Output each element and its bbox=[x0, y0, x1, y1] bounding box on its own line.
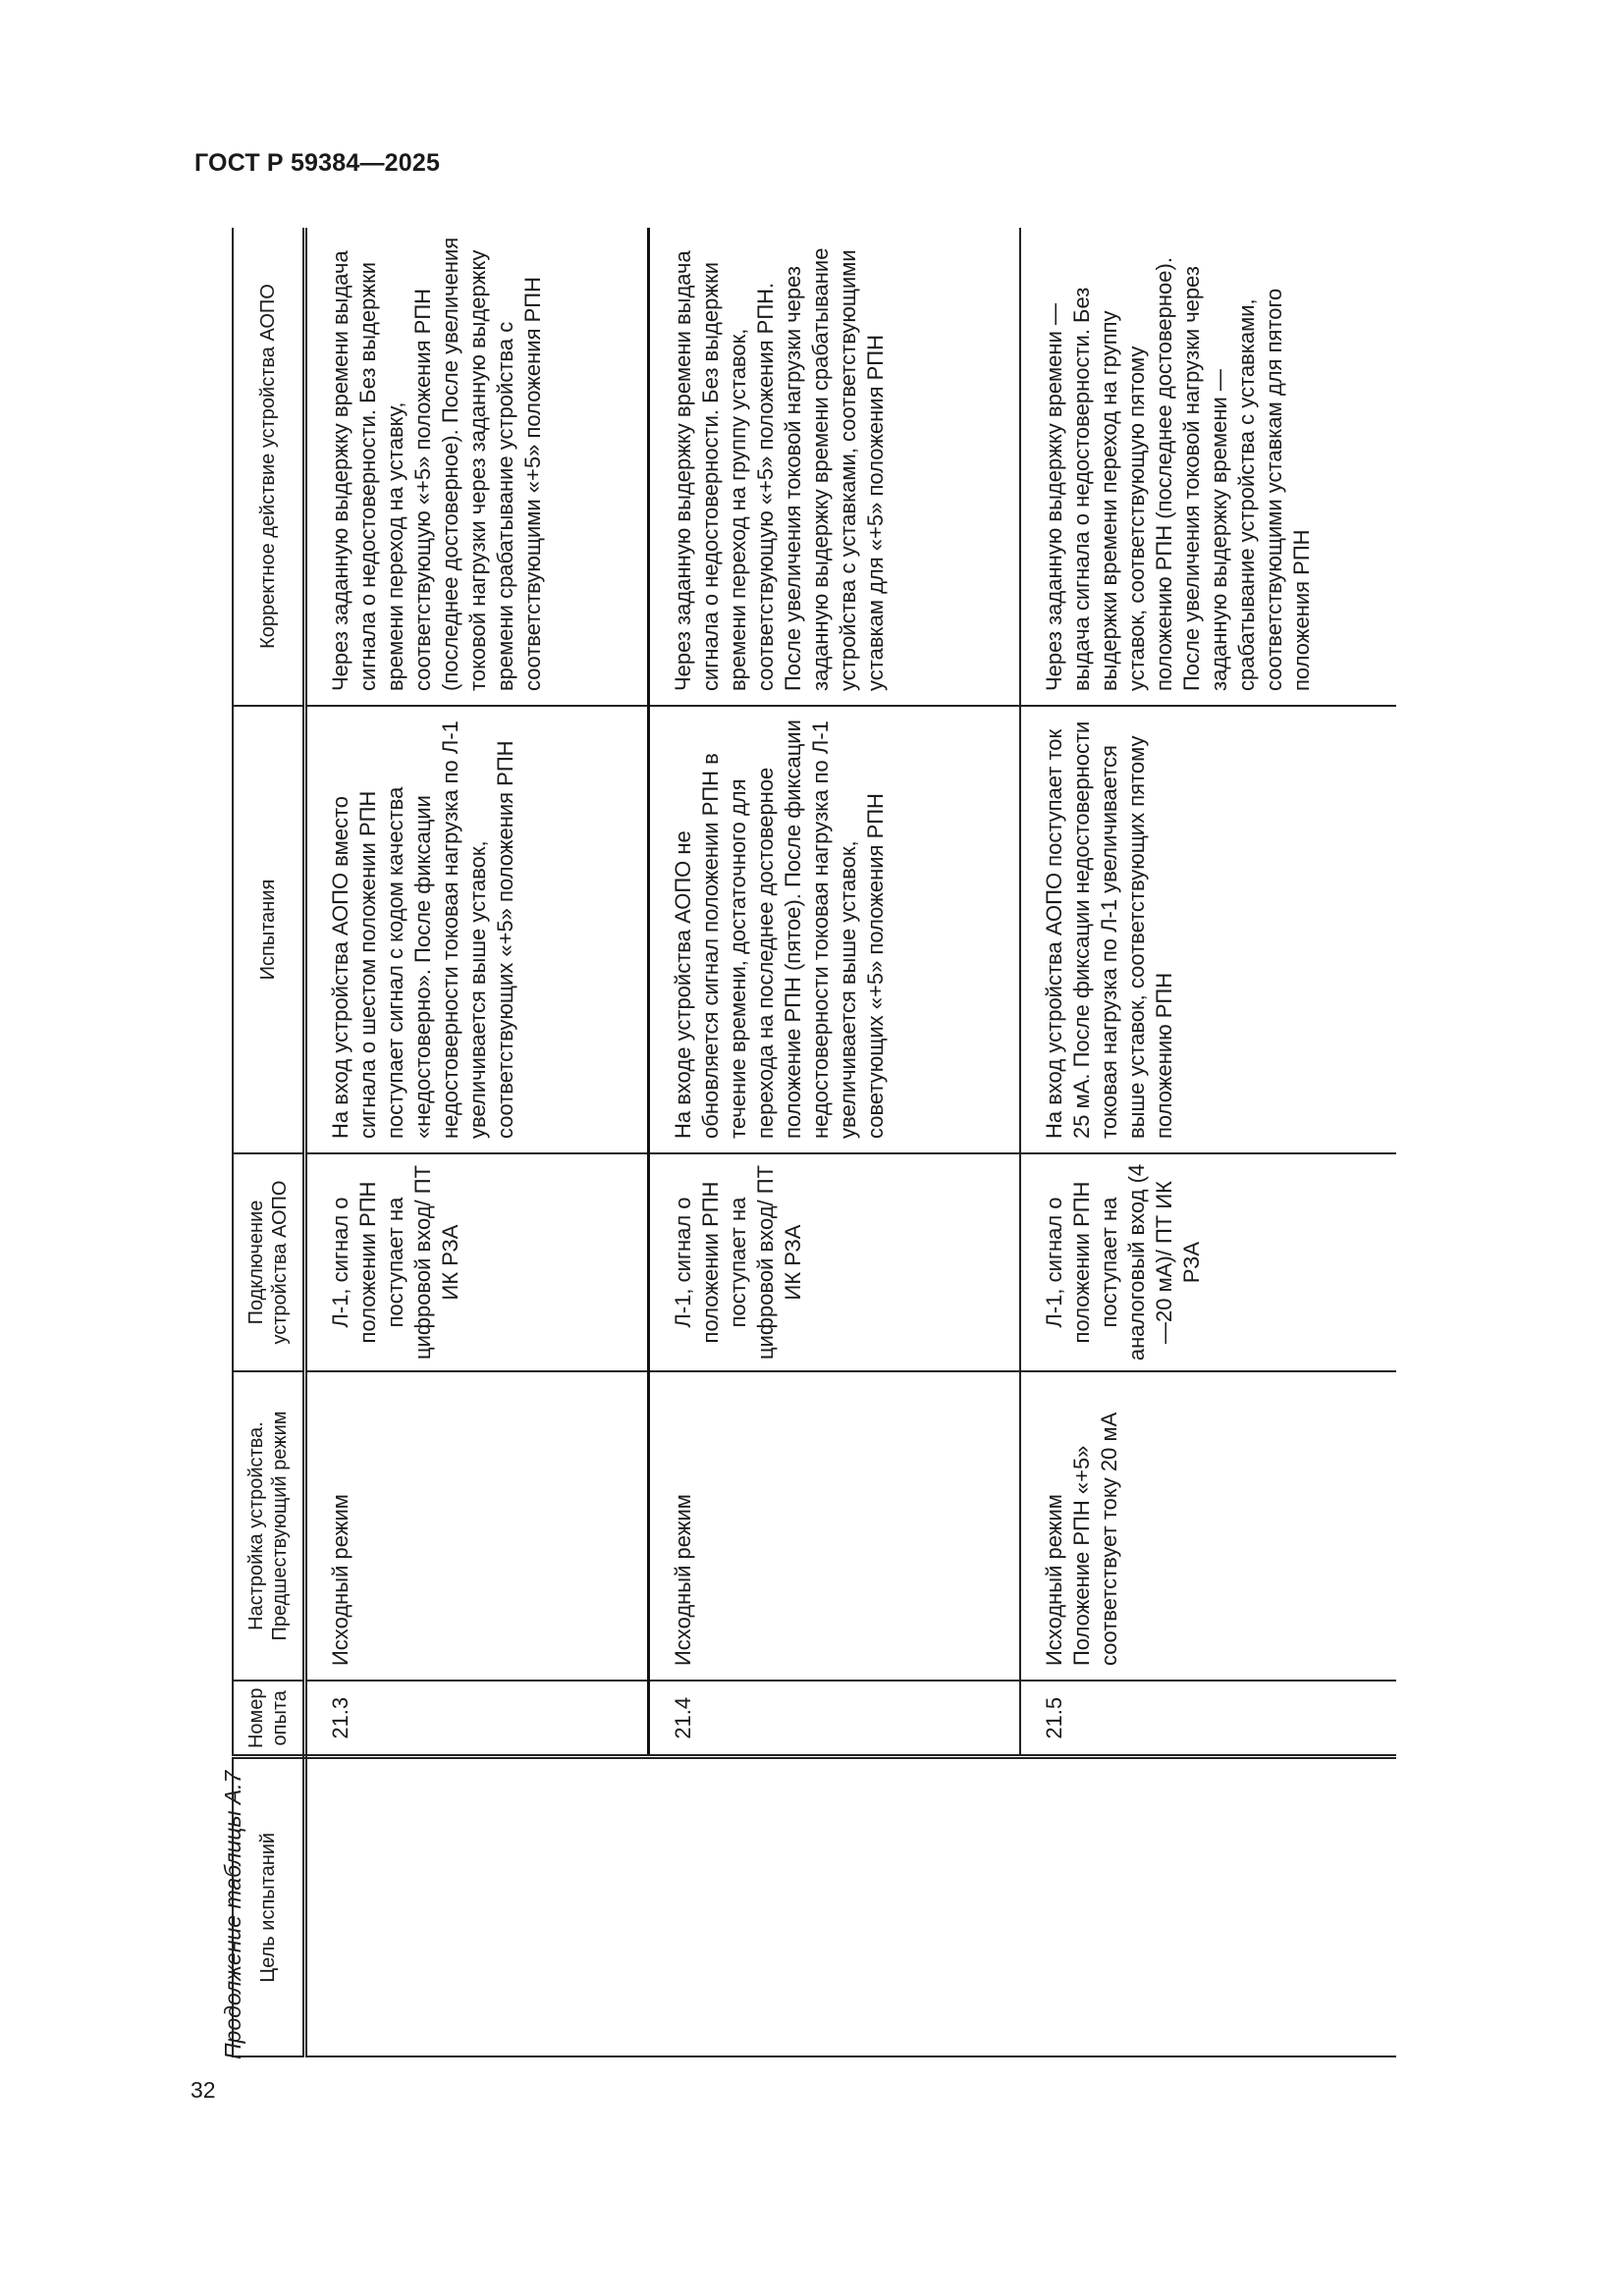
rotated-table-frame bbox=[232, 228, 1396, 2057]
action-cell: Через заданную выдержку времени — выдача сигнала о недостоверности. Без выдержки времени переход на группу уставок, соответствующую пятому положению РПН (последнее достоверное). После увеличения токовой нагрузки через заданную выдержку времени — срабатывание устройства с уставками, соответствующими уставкам для пятого положения РПН bbox=[1020, 228, 1397, 706]
header-setup: Настройка устройства. Предшествующий режим bbox=[233, 1371, 305, 1681]
row-number-cell: 21.5 bbox=[1020, 1681, 1397, 1757]
action-cell: Через заданную выдержку времени выдача сигнала о недостоверности. Без выдержки времени переход на уставку, соответствующую «+5» положения РПН (последнее достоверное). После увеличения токовой нагрузки через заданную выдержку времени срабатывание устройства с соответствующими «+5» положения РПН bbox=[305, 228, 649, 706]
table-header-row bbox=[233, 228, 305, 2056]
action-cell: Через заданную выдержку времени выдача сигнала о недостоверности. Без выдержки времени переход на группу уставок, соответствующую «+5» положения РПН. После увеличения токовой нагрузки через заданную выдержку времени срабатывание устройства с уставками, соответствующими уставкам для «+5» положения РПН bbox=[649, 228, 1020, 706]
document-code: ГОСТ Р 59384—2025 bbox=[194, 149, 441, 177]
test-table bbox=[232, 228, 1396, 2057]
row-number-cell: 21.3 bbox=[305, 1681, 649, 1757]
setup-cell: Исходный режим Положение РПН «+5» соответствует току 20 мА bbox=[1020, 1371, 1397, 1681]
header-action: Корректное действие устройства АОПО bbox=[233, 228, 305, 706]
test-cell: На вход устройства АОПО вместо сигнала о шестом положении РПН поступает сигнал с кодом качества «недостоверно». После фиксации недостоверности токовая нагрузка по Л-1 увеличивается выше уставок, соответствующих «+5» положения РПН bbox=[305, 706, 649, 1153]
table-container bbox=[232, 228, 1396, 2057]
test-cell: На вход устройства АОПО поступает ток 25 мА. После фиксации недостоверности токовая нагрузка по Л-1 увеличивается выше уставок, соответствующих пятому положению РПН bbox=[1020, 706, 1397, 1153]
row-number-cell: 21.4 bbox=[649, 1681, 1020, 1757]
header-tests: Испытания bbox=[233, 706, 305, 1153]
connection-cell: Л-1, сигнал о положении РПН поступает на цифровой вход/ ПТ ИК РЗА bbox=[305, 1153, 649, 1371]
table-row bbox=[305, 228, 649, 2056]
table-continuation-caption: Продолжение таблицы А.7 bbox=[220, 1770, 245, 2059]
setup-cell: Исходный режим bbox=[305, 1371, 649, 1681]
connection-cell: Л-1, сигнал о положении РПН поступает на цифровой вход/ ПТ ИК РЗА bbox=[649, 1153, 1020, 1371]
page-number: 32 bbox=[190, 2077, 216, 2103]
test-cell: На входе устройства АОПО не обновляется сигнал положении РПН в течение времени, достаточного для перехода на последнее достоверное положение РПН (пятое). После фиксации недостоверности токовая нагрузка по Л-1 увеличивается выше уставок, советующих «+5» положения РПН bbox=[649, 706, 1020, 1153]
goal-cell bbox=[305, 1757, 1397, 2056]
connection-cell: Л-1, сигнал о положении РПН поступает на аналоговый вход (4—20 мА)/ ПТ ИК РЗА bbox=[1020, 1153, 1397, 1371]
header-number: Номер опыта bbox=[233, 1681, 305, 1757]
setup-cell: Исходный режим bbox=[649, 1371, 1020, 1681]
header-goal: Цель испытаний bbox=[233, 1757, 305, 2056]
header-connection: Подключение устройства АОПО bbox=[233, 1153, 305, 1371]
